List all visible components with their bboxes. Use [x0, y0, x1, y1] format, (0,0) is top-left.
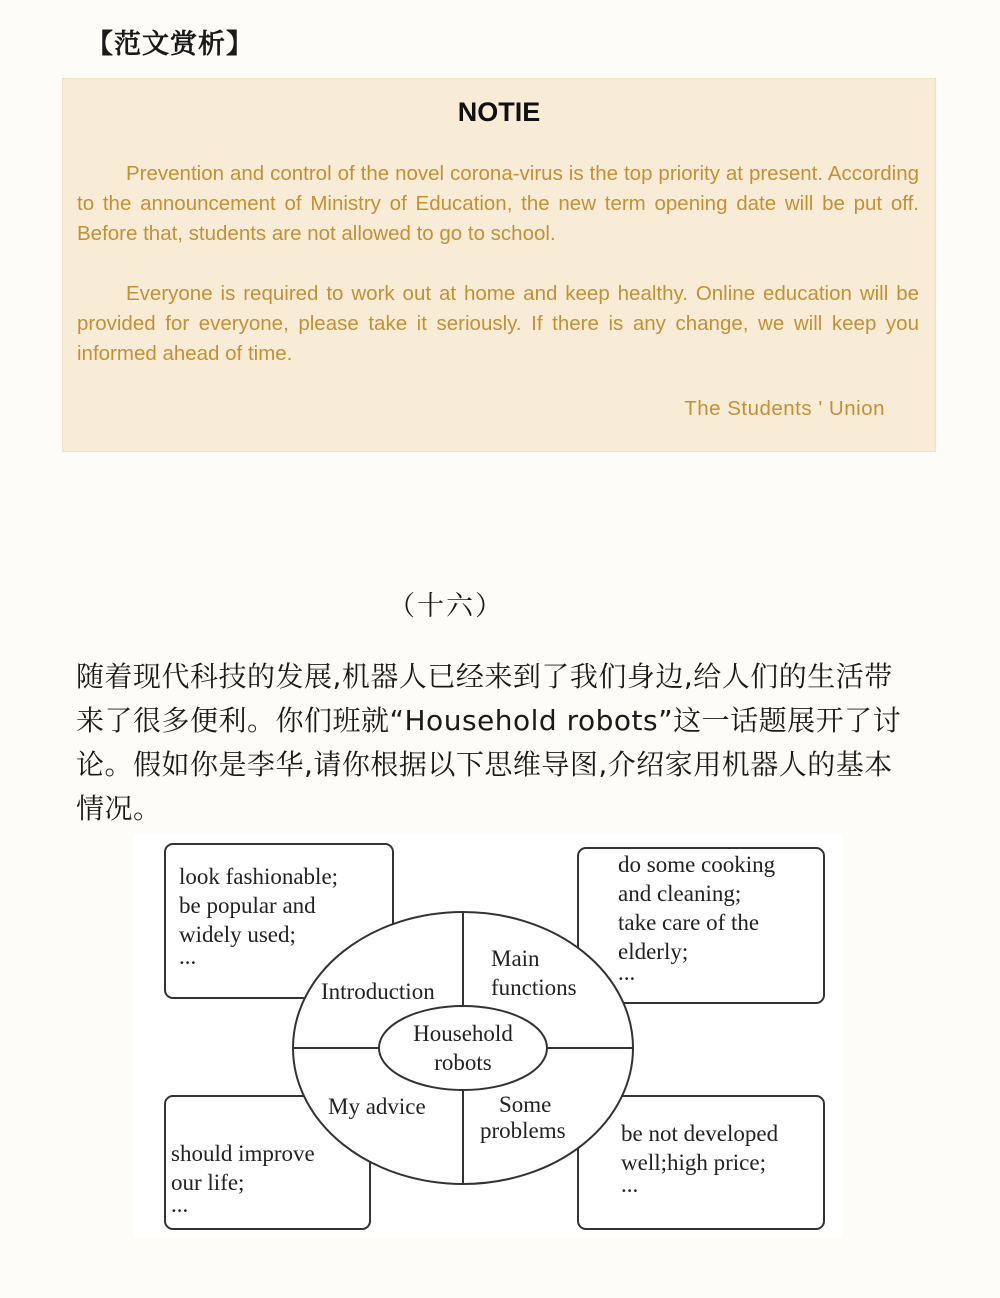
center-label-1: Household	[413, 1021, 513, 1046]
quadrant-functions-1: Main	[491, 946, 540, 971]
notice-heading: NOTIE	[457, 97, 541, 127]
center-label-2: robots	[434, 1050, 492, 1075]
box-advice-line-3: ...	[171, 1192, 189, 1217]
box-functions-line-5: ...	[618, 960, 636, 985]
box-functions-line-3: take care of the	[618, 910, 760, 935]
box-problems-line-3: ...	[621, 1172, 639, 1197]
box-advice-line-1: should improve	[171, 1141, 315, 1166]
quadrant-functions-2: functions	[491, 975, 577, 1000]
box-functions-line-1: do some cooking	[618, 852, 776, 877]
box-problems-line-2: well;high price;	[621, 1150, 766, 1175]
quadrant-advice: My advice	[328, 1094, 426, 1119]
box-introduction-line-1: look fashionable;	[179, 864, 339, 889]
mind-map	[133, 834, 843, 1238]
notice-paragraph-2: Everyone is required to work out at home and keep healthy. Online education will be provided for everyone, please take it seriously. If there is any change, we will keep you informed ahead of time.	[77, 282, 919, 365]
box-functions-line-2: and cleaning;	[618, 881, 742, 906]
box-introduction-line-2: be popular and	[179, 893, 316, 918]
notice-paragraph-1: Prevention and control of the novel corona-virus is the top priority at present. According to the announcement of Ministry of Education, the new term opening date will be put off. Before that, students are not allowed to go to school.	[77, 162, 919, 245]
notice-signature: The Students ' Union	[684, 397, 885, 420]
center-ellipse	[379, 1006, 547, 1090]
box-introduction-line-4: ...	[179, 944, 197, 969]
box-advice-line-2: our life;	[171, 1170, 245, 1195]
box-problems-line-1: be not developed	[621, 1121, 779, 1146]
quadrant-problems-1: Some	[499, 1092, 552, 1117]
task-prompt: 随着现代科技的发展,机器人已经来到了我们身边,给人们的生活带来了很多便利。你们班就“Household robots”这一话题展开了讨论。假如你是李华,请你根据以下思维导图,介绍家用机器人的基本情况。	[76, 660, 902, 825]
notice-box	[62, 78, 936, 452]
box-introduction-line-3: widely used;	[179, 922, 296, 947]
section-title: 【范文赏析】	[86, 29, 254, 60]
box-functions-line-4: elderly;	[618, 939, 689, 964]
quadrant-problems-2: problems	[480, 1118, 566, 1143]
quadrant-introduction: Introduction	[321, 979, 435, 1004]
task-number: （十六）	[388, 591, 504, 622]
